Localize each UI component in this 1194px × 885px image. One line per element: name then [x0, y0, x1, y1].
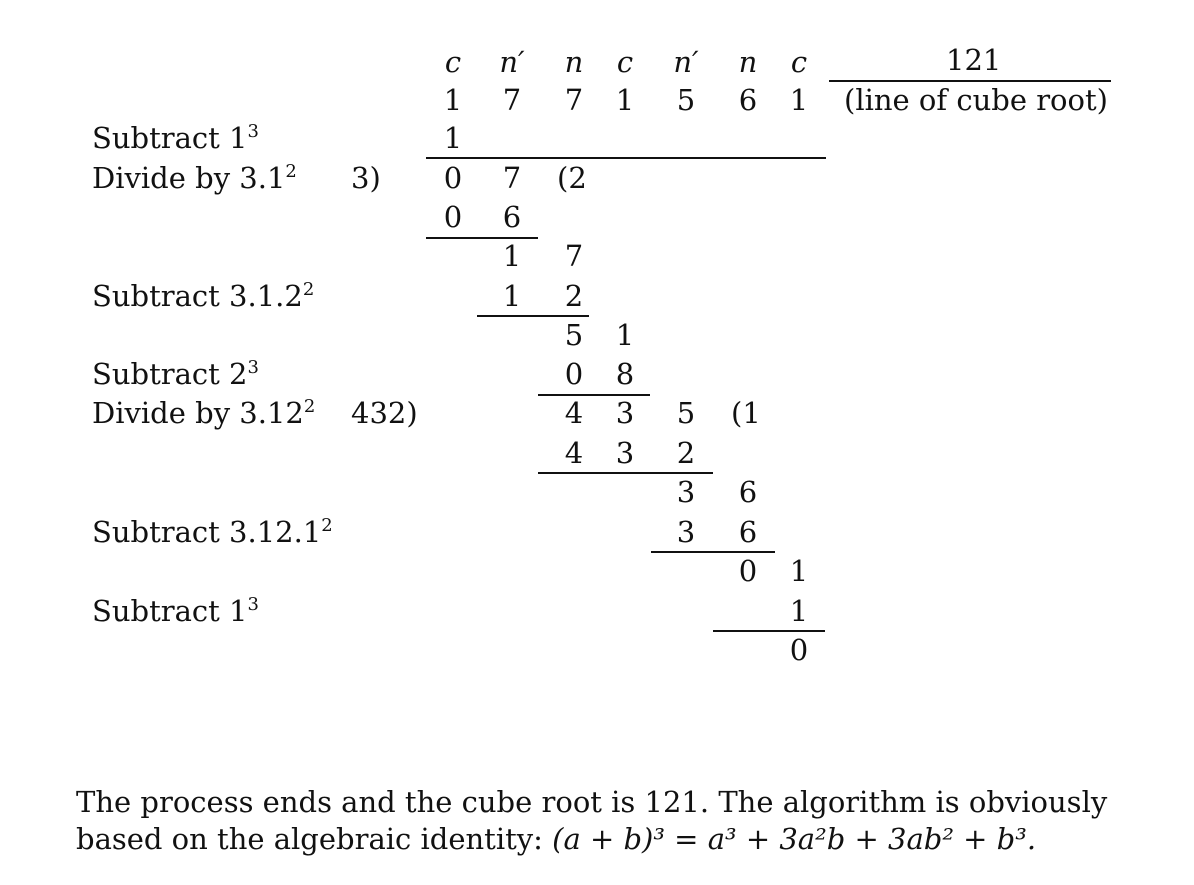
- number-digit: 7: [564, 83, 584, 117]
- work-digit: 7: [564, 239, 584, 273]
- work-digit: 1: [615, 318, 635, 352]
- work-digit: 6: [502, 200, 522, 234]
- divisor: 432): [351, 396, 418, 430]
- work-digit: 1: [502, 239, 522, 273]
- identity-formula: (a + b)³ = a³ + 3a²b + 3ab² + b³.: [552, 822, 1037, 856]
- number-digit: 5: [676, 83, 696, 117]
- step-label: Subtract $2^3$: [92, 356, 259, 391]
- work-digit: 0: [443, 200, 463, 234]
- col-label: c: [790, 45, 808, 79]
- work-digit: 5: [564, 318, 584, 352]
- subtraction-rule: [651, 551, 775, 553]
- step-label: Subtract $1^3$: [92, 120, 259, 155]
- subtraction-rule: [426, 237, 538, 239]
- trial-digit: (2: [557, 161, 587, 195]
- work-digit: 3: [676, 515, 696, 549]
- step-label: Divide by 3.12$^2$: [92, 395, 316, 430]
- col-label: n′: [673, 45, 699, 79]
- work-digit: 8: [615, 357, 635, 391]
- paragraph-line-1: The process ends and the cube root is 121. The algorithm is obviously: [76, 785, 1108, 819]
- subtraction-rule: [538, 472, 713, 474]
- number-digit: 1: [615, 83, 635, 117]
- step-label: Subtract 3.12.1$^2$: [92, 514, 333, 549]
- work-digit: 6: [738, 475, 758, 509]
- col-label: c: [616, 45, 634, 79]
- work-digit: 1: [502, 279, 522, 313]
- work-digit: 1: [789, 594, 809, 628]
- work-digit: 2: [676, 436, 696, 470]
- col-label: c: [444, 45, 462, 79]
- closing-paragraph: [76, 784, 1136, 858]
- root-caption: (line of cube root): [844, 83, 1108, 117]
- number-digit: 1: [443, 83, 463, 117]
- work-digit: 3: [676, 475, 696, 509]
- work-digit: 1: [789, 554, 809, 588]
- col-label: n: [738, 45, 758, 79]
- paragraph-line-2-text: based on the algebraic identity:: [76, 822, 543, 856]
- paragraph-line-2: [76, 821, 1136, 858]
- step-label: Divide by $3.1^2$: [92, 160, 297, 195]
- work-digit: 7: [502, 161, 522, 195]
- col-label: n: [564, 45, 584, 79]
- work-digit: 0: [564, 357, 584, 391]
- number-digit: 7: [502, 83, 522, 117]
- subtraction-rule: [477, 315, 589, 317]
- subtraction-rule: [713, 630, 825, 632]
- work-digit: 0: [443, 161, 463, 195]
- work-digit: 2: [564, 279, 584, 313]
- work-digit: 6: [738, 515, 758, 549]
- divisor: 3): [351, 161, 381, 195]
- work-digit: 3: [615, 396, 635, 430]
- col-label: n′: [499, 45, 525, 79]
- step-label: Subtract 3.1.2$^2$: [92, 278, 315, 313]
- work-digit: 4: [564, 396, 584, 430]
- root-rule: [829, 80, 1111, 82]
- subtraction-rule: [426, 157, 826, 159]
- work-digit: 0: [738, 554, 758, 588]
- work-digit: 4: [564, 436, 584, 470]
- final-remainder: 0: [789, 633, 809, 667]
- work-digit: 3: [615, 436, 635, 470]
- cube-root-result: 121: [946, 43, 1002, 77]
- work-digit: 5: [676, 396, 696, 430]
- step-label: Subtract $1^3$: [92, 593, 259, 628]
- number-digit: 1: [789, 83, 809, 117]
- trial-digit: (1: [731, 396, 761, 430]
- work-digit: 1: [443, 121, 463, 155]
- number-digit: 6: [738, 83, 758, 117]
